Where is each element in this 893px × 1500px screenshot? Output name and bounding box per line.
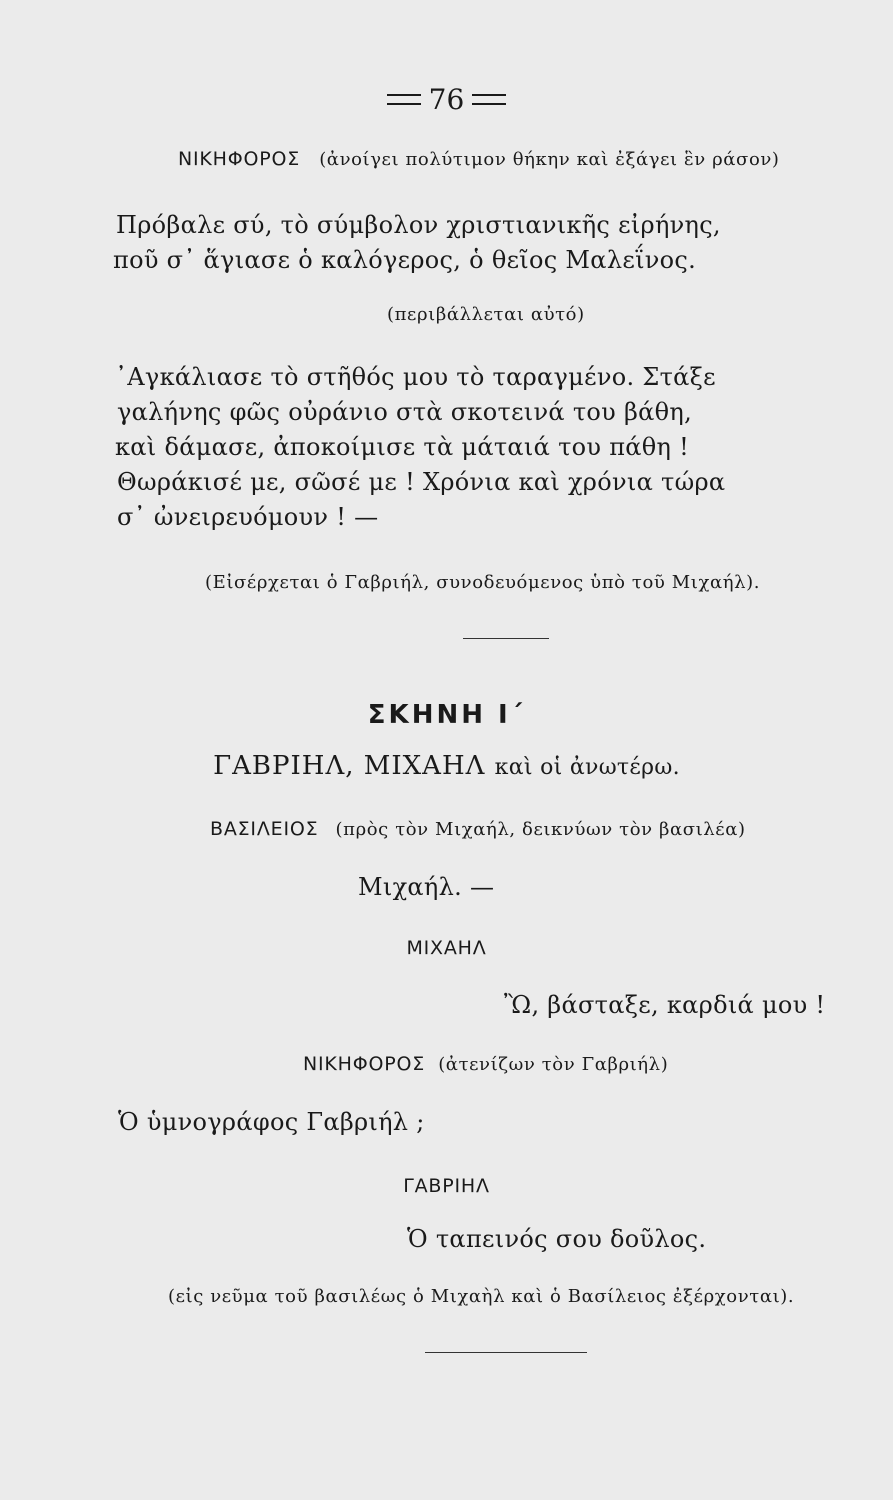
stage-direction: (πρὸς τὸν Μιχαήλ, δεικνύων τὸν βασιλέα) xyxy=(335,819,746,840)
scene-characters-rest: καὶ οἱ ἀνωτέρω. xyxy=(494,755,680,780)
stage-direction: (Εἰσέρχεται ὁ Γαβριήλ, συνοδευόμενος ὑπὸ τοῦ Μιχαήλ). xyxy=(205,572,761,593)
verse-line: Πρόβαλε σύ, τὸ σύμβολον χριστιανικῆς εἰρήνης, xyxy=(116,211,721,239)
scene-characters xyxy=(0,753,893,779)
closing-divider xyxy=(425,1352,587,1353)
section-divider xyxy=(463,638,549,639)
stage-direction: (εἰς νεῦμα τοῦ βασιλέως ὁ Μιχαὴλ καὶ ὁ Βασίλειος ἐξέρχονται). xyxy=(168,1286,795,1307)
scene-title xyxy=(0,702,893,728)
verse-line: Ὁ ταπεινός σου δοῦλος. xyxy=(407,1225,707,1253)
verse-line: Θωράκισέ με, σῶσέ με ! Χρόνια καὶ χρόνια τώρα xyxy=(117,468,726,496)
verse-line: ποῦ σ᾿ ἅγιασε ὁ καλόγερος, ὁ θεῖος Μαλεΐνος. xyxy=(113,246,697,274)
page-number-header xyxy=(0,83,893,116)
verse-line: γαλήνης φῶς οὐράνιο στὰ σκοτεινά του βάθη, xyxy=(117,398,693,426)
verse-line: Μιχαήλ. — xyxy=(358,873,495,901)
scene-title-text: ΣΚΗΝΗ Ι΄ xyxy=(367,700,526,730)
stage-line-nikiforos-1 xyxy=(178,150,780,169)
speaker-name: ΒΑΣΙΛΕΙΟΣ xyxy=(210,818,319,840)
verse-line: Ὢ, βάσταξε, καρδιά μου ! xyxy=(504,991,826,1019)
stage-direction: (ἀνοίγει πολύτιμον θήκην καὶ ἐξάγει ἓν ράσον) xyxy=(319,149,780,170)
page-number: 76 xyxy=(428,83,465,116)
speaker-name: ΓΑΒΡΙΗΛ xyxy=(403,1175,490,1197)
verse-line: σ᾿ ὠνειρευόμουν ! — xyxy=(117,503,379,531)
page-number-ornament-left xyxy=(387,94,421,105)
stage-direction: (ἀτενίζων τὸν Γαβριήλ) xyxy=(438,1054,669,1075)
stage-line-vasileios xyxy=(210,820,746,839)
verse-line: καὶ δάμασε, ἀποκοίμισε τὰ μάταιά του πάθη ! xyxy=(115,433,690,461)
page-number-ornament-right xyxy=(472,94,506,105)
stage-direction: (περιβάλλεται αὐτό) xyxy=(387,304,585,325)
speaker-name: ΝΙΚΗΦΟΡΟΣ xyxy=(178,148,301,170)
speaker-name-centered xyxy=(0,1177,893,1196)
stage-line-nikiforos-2 xyxy=(303,1055,668,1074)
verse-line: ᾿Αγκάλιασε τὸ στῆθός μου τὸ ταραγμένο. Στάξε xyxy=(115,363,716,391)
speaker-name-centered xyxy=(0,939,893,958)
scene-characters-names: ΓΑΒΡΙΗΛ, ΜΙΧΑΗΛ xyxy=(213,751,486,781)
speaker-name: ΝΙΚΗΦΟΡΟΣ xyxy=(303,1053,426,1075)
verse-line: Ὁ ὑμνογράφος Γαβριήλ ; xyxy=(118,1108,425,1136)
speaker-name: ΜΙΧΑΗΛ xyxy=(406,937,487,959)
